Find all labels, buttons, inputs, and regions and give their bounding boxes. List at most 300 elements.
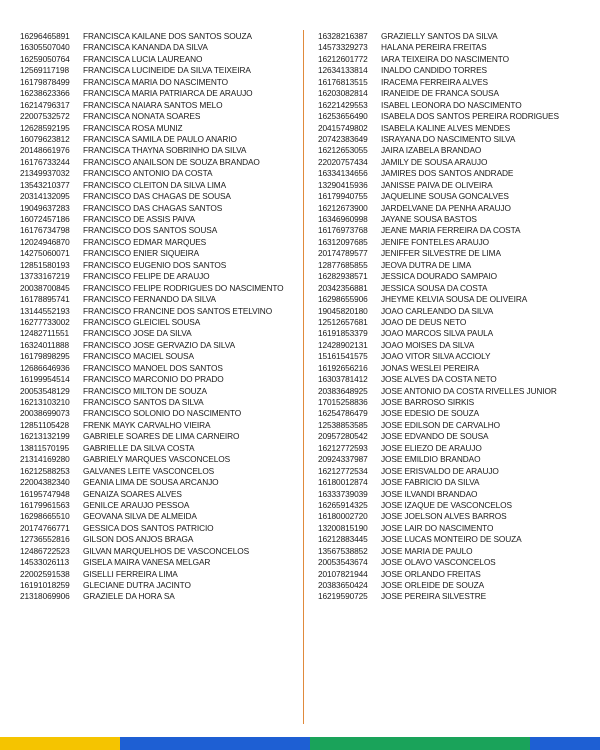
person-name: JAYANE SOUSA BASTOS bbox=[381, 214, 477, 224]
cpf-number: 12428902131 bbox=[318, 339, 368, 350]
list-row bbox=[20, 580, 296, 591]
person-name: FRANCISCO SOLONIO DO NASCIMENTO bbox=[83, 408, 242, 419]
person-name: JOSE ERISVALDO DE ARAUJO bbox=[381, 465, 499, 476]
list-row bbox=[20, 271, 296, 282]
person-name: JOSE ALVES DA COSTA NETO bbox=[381, 374, 497, 385]
cpf-number: 21349937032 bbox=[20, 168, 70, 179]
cpf-number: 20174766771 bbox=[20, 522, 70, 533]
cpf-number: 17015258836 bbox=[318, 397, 368, 407]
list-row bbox=[318, 248, 594, 259]
cpf-number: 16296465891 bbox=[20, 31, 70, 41]
cpf-number: 16212772593 bbox=[318, 442, 368, 453]
cpf-number: 16178895741 bbox=[20, 294, 70, 305]
person-name: GEANIA LIMA DE SOUSA ARCANJO bbox=[83, 477, 219, 488]
person-name: FRANCISCO DAS CHAGAS SANTOS bbox=[83, 202, 223, 213]
person-name: JOAO VITOR SILVA ACCIOLY bbox=[381, 351, 491, 362]
cpf-number: 16253656490 bbox=[318, 111, 368, 122]
list-row bbox=[318, 180, 594, 191]
person-name: FRANCISCA LUCIA LAUREANO bbox=[83, 53, 203, 64]
person-name: JOSE LUCAS MONTEIRO DE SOUZA bbox=[381, 534, 522, 545]
cpf-number: 20383648925 bbox=[318, 385, 368, 396]
list-row bbox=[318, 31, 594, 42]
person-name: JOSE EMILDIO BRANDAO bbox=[381, 454, 481, 465]
cpf-number: 12628592195 bbox=[20, 122, 70, 133]
list-row bbox=[20, 283, 296, 294]
list-row bbox=[20, 180, 296, 191]
column-divider bbox=[303, 30, 304, 724]
person-name: JOSE ELIEZO DE ARAUJO bbox=[381, 442, 482, 453]
person-name: IRACEMA FERREIRA ALVES bbox=[381, 76, 488, 87]
list-row bbox=[318, 489, 594, 500]
cpf-number: 16221429553 bbox=[318, 99, 368, 110]
person-name: JOSE JOELSON ALVES BARROS bbox=[381, 511, 507, 522]
list-row bbox=[318, 466, 594, 477]
list-row bbox=[318, 111, 594, 122]
list-row bbox=[20, 477, 296, 488]
list-row bbox=[318, 294, 594, 305]
cpf-number: 12634133814 bbox=[318, 65, 368, 76]
cpf-number: 20342356881 bbox=[318, 282, 368, 293]
cpf-number: 16212653055 bbox=[318, 145, 368, 156]
list-row bbox=[318, 351, 594, 362]
cpf-number: 12024946870 bbox=[20, 236, 70, 247]
list-row bbox=[318, 123, 594, 134]
footer-color-band bbox=[0, 737, 600, 750]
cpf-number: 13290415936 bbox=[318, 179, 368, 190]
person-name: FRANCISCO ENIER SIQUEIRA bbox=[83, 248, 200, 259]
person-name: FRENK MAYK CARVALHO VIEIRA bbox=[83, 419, 211, 430]
person-name: JOSE OLAVO VASCONCELOS bbox=[381, 557, 496, 568]
list-row bbox=[318, 374, 594, 385]
cpf-number: 16176973768 bbox=[318, 225, 368, 236]
list-row bbox=[20, 168, 296, 179]
person-name: JOSE ANTONIO DA COSTA RIVELLES JUNIOR bbox=[381, 385, 557, 396]
person-name: FRANCISCO GLEICIEL SOUSA bbox=[83, 316, 201, 327]
cpf-number: 12877685855 bbox=[318, 259, 368, 270]
list-row bbox=[20, 317, 296, 328]
list-row bbox=[318, 534, 594, 545]
list-row bbox=[318, 328, 594, 339]
cpf-number: 22007532572 bbox=[20, 111, 70, 122]
cpf-number: 16180012874 bbox=[318, 477, 368, 488]
list-row bbox=[20, 443, 296, 454]
list-row bbox=[20, 191, 296, 202]
cpf-number: 16298655906 bbox=[318, 294, 368, 305]
cpf-number: 21314169280 bbox=[20, 454, 70, 465]
list-row bbox=[20, 489, 296, 500]
list-row bbox=[318, 317, 594, 328]
list-row bbox=[20, 386, 296, 397]
cpf-number: 20053543674 bbox=[318, 557, 368, 568]
footer-band-segment bbox=[530, 737, 600, 750]
cpf-number: 20053548129 bbox=[20, 385, 70, 396]
cpf-number: 20038700845 bbox=[20, 282, 70, 293]
cpf-number: 20174789577 bbox=[318, 248, 368, 259]
person-name: FRANCISCA NONATA SOARES bbox=[83, 111, 201, 122]
list-row bbox=[20, 340, 296, 351]
cpf-number: 16334134656 bbox=[318, 168, 368, 179]
list-row bbox=[318, 443, 594, 454]
person-name: JOSE LAIR DO NASCIMENTO bbox=[381, 522, 494, 533]
cpf-number: 13144552193 bbox=[20, 305, 70, 316]
cpf-number: 20314132095 bbox=[20, 191, 70, 202]
person-name: GISELLI FERREIRA LIMA bbox=[83, 568, 178, 579]
list-row bbox=[318, 511, 594, 522]
list-row bbox=[318, 306, 594, 317]
person-name: JONAS WESLEI PEREIRA bbox=[381, 362, 480, 373]
person-name: JOAO MARCOS SILVA PAULA bbox=[381, 328, 494, 339]
list-row bbox=[20, 294, 296, 305]
list-row bbox=[318, 203, 594, 214]
list-row bbox=[318, 477, 594, 488]
cpf-number: 16179961563 bbox=[20, 499, 70, 510]
person-name: JOSE IZAQUE DE VASCONCELOS bbox=[381, 499, 512, 510]
footer-band-segment bbox=[0, 737, 120, 750]
cpf-number: 20415749802 bbox=[318, 122, 368, 133]
cpf-number: 16176734798 bbox=[20, 225, 70, 236]
list-row bbox=[318, 454, 594, 465]
person-name: FRANCISCO CLEITON DA SILVA LIMA bbox=[83, 179, 227, 190]
cpf-number: 21318069906 bbox=[20, 591, 70, 602]
cpf-number: 16191018259 bbox=[20, 580, 70, 590]
cpf-number: 19049637283 bbox=[20, 202, 70, 213]
cpf-number: 14533026113 bbox=[20, 557, 70, 568]
cpf-number: 16192656216 bbox=[318, 362, 368, 373]
list-row bbox=[20, 454, 296, 465]
person-name: ISABELA KALINE ALVES MENDES bbox=[381, 122, 511, 133]
person-name: GLECIANE DUTRA JACINTO bbox=[83, 580, 191, 590]
person-name: JOSE EDVANDO DE SOUSA bbox=[381, 431, 489, 442]
person-name: IARA TEIXEIRA DO NASCIMENTO bbox=[381, 53, 509, 64]
list-row bbox=[318, 397, 594, 408]
list-row bbox=[318, 557, 594, 568]
list-row bbox=[20, 351, 296, 362]
list-row bbox=[318, 386, 594, 397]
list-row bbox=[318, 431, 594, 442]
person-name: GEOVANA SILVA DE ALMEIDA bbox=[83, 511, 197, 522]
list-row bbox=[20, 111, 296, 122]
person-name: JAQUELINE SOUSA GONCALVES bbox=[381, 191, 509, 202]
person-name: GENAIZA SOARES ALVES bbox=[83, 488, 182, 499]
cpf-number: 16324011888 bbox=[20, 339, 70, 350]
cpf-number: 12512657681 bbox=[318, 316, 368, 327]
cpf-number: 13733167219 bbox=[20, 271, 70, 282]
cpf-number: 20383650424 bbox=[318, 580, 368, 590]
list-row bbox=[318, 214, 594, 225]
list-row bbox=[20, 523, 296, 534]
person-name: JENIFE FONTELES ARAUJO bbox=[381, 236, 489, 247]
cpf-number: 16212772534 bbox=[318, 465, 368, 476]
list-row bbox=[20, 237, 296, 248]
list-row bbox=[20, 31, 296, 42]
cpf-number: 20038699073 bbox=[20, 408, 70, 419]
cpf-number: 16328216387 bbox=[318, 31, 368, 41]
cpf-number: 16179878499 bbox=[20, 76, 70, 87]
person-name: JOAO MOISES DA SILVA bbox=[381, 339, 475, 350]
person-name: GILSON DOS ANJOS BRAGA bbox=[83, 534, 194, 545]
list-row bbox=[20, 157, 296, 168]
person-name: JOSE ORLANDO FREITAS bbox=[381, 568, 481, 579]
cpf-number: 16254786479 bbox=[318, 408, 368, 419]
list-row bbox=[20, 569, 296, 580]
person-name: FRANCISCO SANTOS DA SILVA bbox=[83, 397, 204, 407]
list-row bbox=[318, 100, 594, 111]
cpf-number: 16282938571 bbox=[318, 271, 368, 282]
list-row bbox=[20, 534, 296, 545]
person-name: JESSICA DOURADO SAMPAIO bbox=[381, 271, 498, 282]
list-row bbox=[318, 260, 594, 271]
list-row bbox=[318, 77, 594, 88]
person-name: JOSE EDESIO DE SOUZA bbox=[381, 408, 480, 419]
person-name: JOSE FABRICIO DA SILVA bbox=[381, 477, 480, 488]
list-row bbox=[20, 248, 296, 259]
cpf-number: 16079623812 bbox=[20, 133, 70, 144]
person-name: FRANCISCA KANANDA DA SILVA bbox=[83, 42, 208, 53]
list-row bbox=[318, 283, 594, 294]
list-row bbox=[20, 397, 296, 408]
person-name: FRANCISCO FRANCINE DOS SANTOS ETELVINO bbox=[83, 305, 273, 316]
person-name: GRAZIELLY SANTOS DA SILVA bbox=[381, 31, 498, 41]
list-row bbox=[318, 134, 594, 145]
list-row bbox=[318, 580, 594, 591]
cpf-number: 12851580193 bbox=[20, 259, 70, 270]
list-row bbox=[20, 225, 296, 236]
right-name-column bbox=[318, 31, 594, 603]
list-row bbox=[20, 557, 296, 568]
cpf-number: 16214796317 bbox=[20, 99, 70, 110]
list-row bbox=[20, 431, 296, 442]
person-name: FRANCISCO EDMAR MARQUES bbox=[83, 236, 207, 247]
cpf-number: 16303781412 bbox=[318, 374, 368, 385]
cpf-number: 16212883445 bbox=[318, 534, 368, 545]
person-name: FRANCISCO ANTONIO DA COSTA bbox=[83, 168, 213, 179]
cpf-number: 16191853379 bbox=[318, 328, 368, 339]
list-row bbox=[318, 500, 594, 511]
person-name: FRANCISCO MACIEL SOUSA bbox=[83, 351, 194, 362]
list-row bbox=[318, 271, 594, 282]
list-row bbox=[20, 203, 296, 214]
cpf-number: 20107821944 bbox=[318, 568, 368, 579]
person-name: GILVAN MARQUELHOS DE VASCONCELOS bbox=[83, 545, 250, 556]
person-name: FRANCISCA ROSA MUNIZ bbox=[83, 122, 183, 133]
person-name: ISABEL LEONORA DO NASCIMENTO bbox=[381, 99, 522, 110]
person-name: FRANCISCA MARIA DO NASCIMENTO bbox=[83, 76, 228, 87]
list-row bbox=[318, 157, 594, 168]
cpf-number: 16298665510 bbox=[20, 511, 70, 522]
cpf-number: 16277733002 bbox=[20, 316, 70, 327]
list-row bbox=[318, 168, 594, 179]
person-name: JAMILY DE SOUSA ARAUJO bbox=[381, 156, 488, 167]
list-row bbox=[20, 260, 296, 271]
list-row bbox=[318, 191, 594, 202]
person-name: JOSE MARIA DE PAULO bbox=[381, 545, 473, 556]
cpf-number: 20742383649 bbox=[318, 133, 368, 144]
person-name: FRANCISCO FERNANDO DA SILVA bbox=[83, 294, 216, 305]
person-name: GESSICA DOS SANTOS PATRICIO bbox=[83, 522, 214, 533]
person-name: FRANCISCO ANAILSON DE SOUZA BRANDAO bbox=[83, 156, 260, 167]
cpf-number: 16212601772 bbox=[318, 53, 368, 64]
list-row bbox=[20, 100, 296, 111]
person-name: FRANCISCA KAILANE DOS SANTOS SOUZA bbox=[83, 31, 252, 41]
person-name: FRANCISCO MARCONIO DO PRADO bbox=[83, 374, 224, 385]
list-row bbox=[20, 145, 296, 156]
list-row bbox=[20, 408, 296, 419]
cpf-number: 16203082814 bbox=[318, 88, 368, 99]
list-row bbox=[20, 591, 296, 602]
list-row bbox=[20, 65, 296, 76]
cpf-number: 22020757434 bbox=[318, 156, 368, 167]
person-name: JOSE PEREIRA SILVESTRE bbox=[381, 591, 487, 602]
list-row bbox=[20, 363, 296, 374]
cpf-number: 16265914325 bbox=[318, 499, 368, 510]
list-row bbox=[20, 546, 296, 557]
cpf-number: 15161541575 bbox=[318, 351, 368, 362]
cpf-number: 13811570195 bbox=[20, 442, 70, 453]
cpf-number: 16219590725 bbox=[318, 591, 368, 602]
cpf-number: 16312097685 bbox=[318, 236, 368, 247]
person-name: GABRIELE SOARES DE LIMA CARNEIRO bbox=[83, 431, 240, 442]
cpf-number: 16346960998 bbox=[318, 214, 368, 224]
list-row bbox=[20, 306, 296, 317]
footer-band-segment bbox=[310, 737, 530, 750]
person-name: FRANCISCO JOSE GERVAZIO DA SILVA bbox=[83, 339, 236, 350]
list-row bbox=[318, 145, 594, 156]
cpf-number: 16212673900 bbox=[318, 202, 368, 213]
cpf-number: 16213132199 bbox=[20, 431, 70, 442]
person-name: JOAO CARLEANDO DA SILVA bbox=[381, 305, 494, 316]
list-row bbox=[20, 123, 296, 134]
person-name: GISELA MAIRA VANESA MELGAR bbox=[83, 557, 211, 568]
person-name: IRANEIDE DE FRANCA SOUSA bbox=[381, 88, 499, 99]
person-name: JOSE BARROSO SIRKIS bbox=[381, 397, 475, 407]
list-row bbox=[20, 54, 296, 65]
list-row bbox=[318, 65, 594, 76]
person-name: GABRIELLE DA SILVA COSTA bbox=[83, 442, 195, 453]
person-name: FRANCISCO JOSE DA SILVA bbox=[83, 328, 192, 339]
list-row bbox=[20, 511, 296, 522]
cpf-number: 14275060071 bbox=[20, 248, 70, 259]
person-name: FRANCISCO DAS CHAGAS DE SOUSA bbox=[83, 191, 231, 202]
list-row bbox=[20, 328, 296, 339]
list-row bbox=[318, 42, 594, 53]
person-name: JENIFFER SILVESTRE DE LIMA bbox=[381, 248, 501, 259]
list-row bbox=[318, 546, 594, 557]
person-name: ISABELA DOS SANTOS PEREIRA RODRIGUES bbox=[381, 111, 559, 122]
cpf-number: 12482711551 bbox=[20, 328, 70, 339]
list-row bbox=[20, 42, 296, 53]
person-name: FRANCISCO DOS SANTOS SOUSA bbox=[83, 225, 218, 236]
person-name: JANISSE PAIVA DE OLIVEIRA bbox=[381, 179, 493, 190]
list-row bbox=[20, 134, 296, 145]
cpf-number: 20148661976 bbox=[20, 145, 70, 156]
person-name: FRANCISCO FELIPE RODRIGUES DO NASCIMENTO bbox=[83, 282, 284, 293]
cpf-number: 13567538852 bbox=[318, 545, 368, 556]
person-name: JARDELVANE DA PENHA ARAUJO bbox=[381, 202, 511, 213]
person-name: HALANA PEREIRA FREITAS bbox=[381, 42, 487, 53]
cpf-number: 16213103210 bbox=[20, 397, 70, 407]
list-row bbox=[20, 500, 296, 511]
person-name: JEOVA DUTRA DE LIMA bbox=[381, 259, 472, 270]
person-name: GENILCE ARAUJO PESSOA bbox=[83, 499, 190, 510]
person-name: FRANCISCO MILTON DE SOUZA bbox=[83, 385, 207, 396]
person-name: GRAZIELE DA HORA SA bbox=[83, 591, 175, 602]
list-row bbox=[318, 54, 594, 65]
cpf-number: 22002591538 bbox=[20, 568, 70, 579]
person-name: JOAO DE DEUS NETO bbox=[381, 316, 467, 327]
cpf-number: 16195747948 bbox=[20, 488, 70, 499]
cpf-number: 19045820180 bbox=[318, 305, 368, 316]
person-name: FRANCISCA LUCINEIDE DA SILVA TEIXEIRA bbox=[83, 65, 251, 76]
person-name: FRANCISCA NAIARA SANTOS MELO bbox=[83, 99, 223, 110]
cpf-number: 13543210377 bbox=[20, 179, 70, 190]
person-name: FRANCISCA THAYNA SOBRINHO DA SILVA bbox=[83, 145, 247, 156]
cpf-number: 20957280542 bbox=[318, 431, 368, 442]
person-name: GALVANES LEITE VASCONCELOS bbox=[83, 465, 215, 476]
list-row bbox=[318, 420, 594, 431]
person-name: ISRAYANA DO NASCIMENTO SILVA bbox=[381, 133, 516, 144]
person-name: FRANCISCO EUGENIO DOS SANTOS bbox=[83, 259, 227, 270]
person-name: FRANCISCO FELIPE DE ARAUJO bbox=[83, 271, 210, 282]
cpf-number: 16179940755 bbox=[318, 191, 368, 202]
person-name: JAIRA IZABELA BRANDAO bbox=[381, 145, 482, 156]
cpf-number: 16305507040 bbox=[20, 42, 70, 53]
person-name: JAMIRES DOS SANTOS ANDRADE bbox=[381, 168, 514, 179]
list-row bbox=[318, 363, 594, 374]
cpf-number: 16176813515 bbox=[318, 76, 368, 87]
person-name: JHEYME KELVIA SOUSA DE OLIVEIRA bbox=[381, 294, 528, 305]
cpf-number: 16176733244 bbox=[20, 156, 70, 167]
list-row bbox=[20, 420, 296, 431]
cpf-number: 12736552816 bbox=[20, 534, 70, 545]
list-row bbox=[318, 591, 594, 602]
person-name: JOSE ILVANDI BRANDAO bbox=[381, 488, 478, 499]
cpf-number: 14573329273 bbox=[318, 42, 368, 53]
list-row bbox=[20, 374, 296, 385]
cpf-number: 16179898295 bbox=[20, 351, 70, 362]
cpf-number: 16072457186 bbox=[20, 214, 70, 224]
cpf-number: 16238623366 bbox=[20, 88, 70, 99]
list-row bbox=[318, 237, 594, 248]
cpf-number: 16180002720 bbox=[318, 511, 368, 522]
list-row bbox=[318, 340, 594, 351]
person-name: JESSICA SOUSA DA COSTA bbox=[381, 282, 488, 293]
person-name: JOSE EDILSON DE CARVALHO bbox=[381, 419, 501, 430]
cpf-number: 16333739039 bbox=[318, 488, 368, 499]
list-row bbox=[318, 569, 594, 580]
list-row bbox=[20, 77, 296, 88]
cpf-number: 12538853585 bbox=[318, 419, 368, 430]
list-row bbox=[318, 523, 594, 534]
cpf-number: 16259050764 bbox=[20, 53, 70, 64]
cpf-number: 13200815190 bbox=[318, 522, 368, 533]
person-name: INALDO CANDIDO TORRES bbox=[381, 65, 487, 76]
footer-band-segment bbox=[120, 737, 310, 750]
cpf-number: 22004382340 bbox=[20, 477, 70, 488]
person-name: FRANCISCA MARIA PATRIARCA DE ARAUJO bbox=[83, 88, 253, 99]
left-name-column bbox=[20, 31, 296, 603]
person-name: FRANCISCO DE ASSIS PAIVA bbox=[83, 214, 196, 224]
cpf-number: 16212588253 bbox=[20, 465, 70, 476]
list-row bbox=[20, 88, 296, 99]
cpf-number: 20924337987 bbox=[318, 454, 368, 465]
list-row bbox=[318, 408, 594, 419]
person-name: FRANCISCO MANOEL DOS SANTOS bbox=[83, 362, 223, 373]
cpf-number: 12686646936 bbox=[20, 362, 70, 373]
cpf-number: 12851105428 bbox=[20, 419, 70, 430]
cpf-number: 12569117198 bbox=[20, 65, 70, 76]
list-row bbox=[20, 214, 296, 225]
list-row bbox=[318, 225, 594, 236]
